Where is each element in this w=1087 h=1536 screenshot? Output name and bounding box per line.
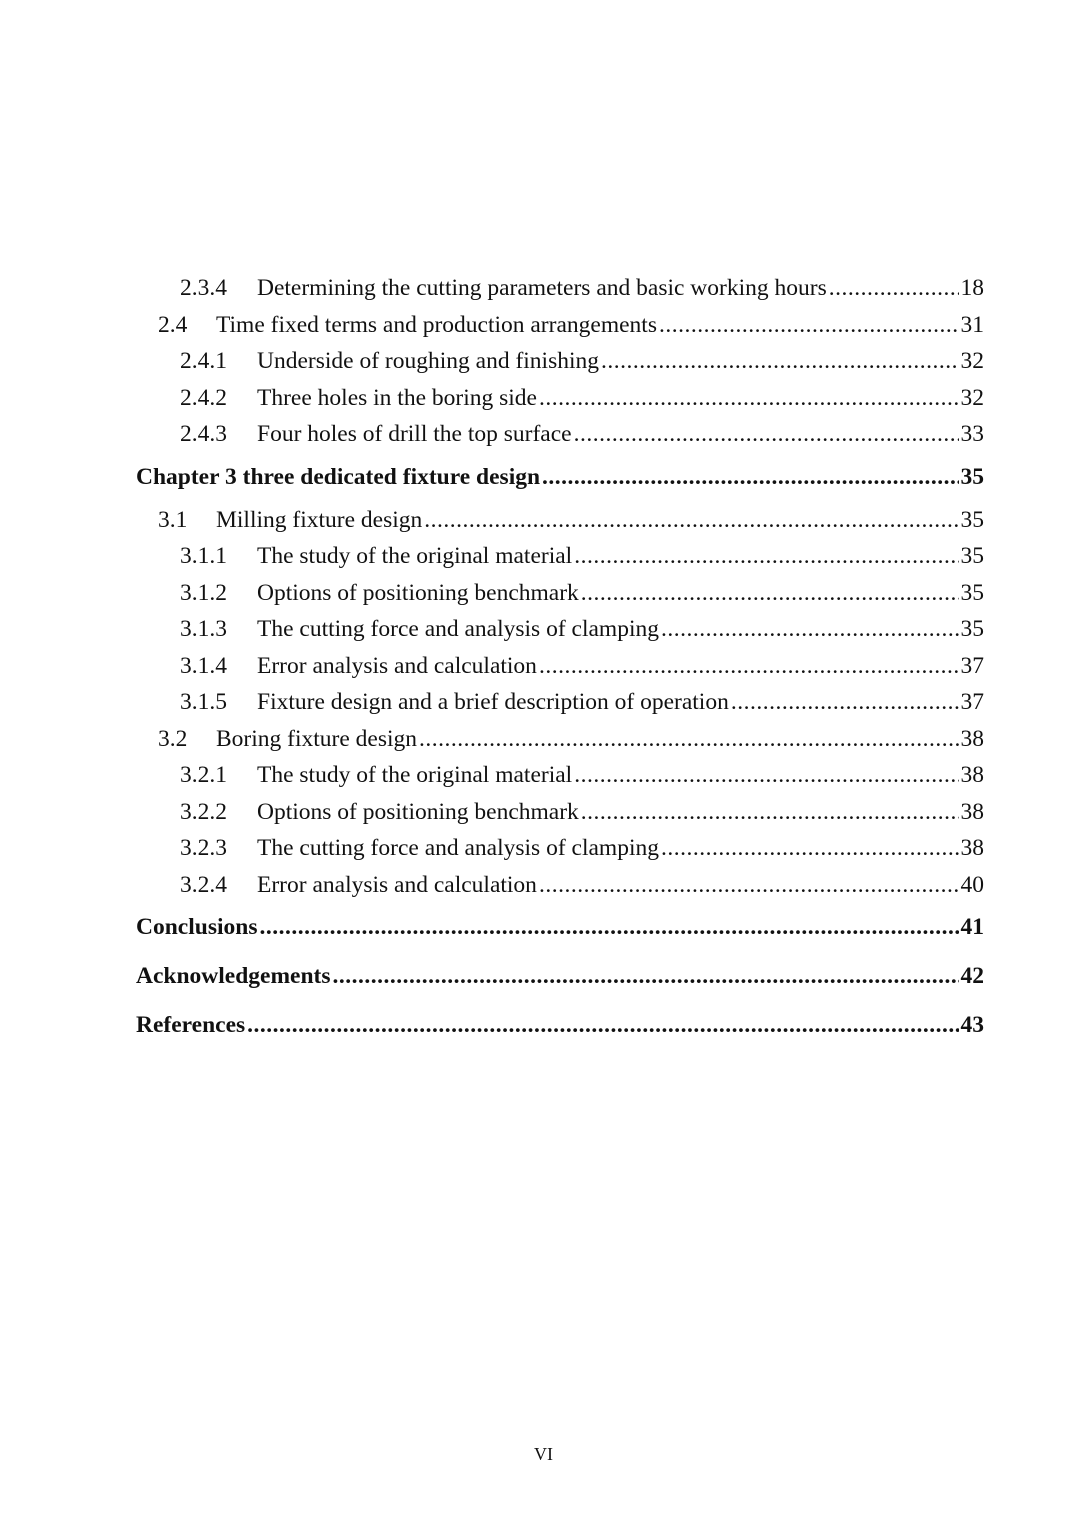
toc-entry-page: 35 xyxy=(960,543,984,569)
toc-entry-title: Fixture design and a brief description of operation xyxy=(257,689,729,715)
toc-entry-page: 35 xyxy=(960,463,984,490)
toc-entry-title: The cutting force and analysis of clamping xyxy=(257,835,659,861)
toc-dot-leader xyxy=(539,648,959,685)
toc-entry[interactable] xyxy=(136,794,984,831)
toc-entry-number: 3.1.1 xyxy=(180,543,227,569)
toc-entry-number: 3.1.2 xyxy=(180,579,227,606)
toc-entry-title: Options of positioning benchmark xyxy=(257,579,579,606)
toc-entry-number: 2.4.2 xyxy=(180,384,227,411)
toc-dot-leader xyxy=(539,867,959,904)
toc-entry-number: 3.1 xyxy=(158,506,188,533)
toc-entry-title: Underside of roughing and finishing xyxy=(257,348,600,374)
toc-entry-title: Options of positioning benchmark xyxy=(257,798,579,825)
toc-entry-page: 18 xyxy=(960,275,984,301)
toc-dot-leader xyxy=(424,502,958,539)
toc-entry-title: Error analysis and calculation xyxy=(257,652,537,679)
toc-entry-title: Chapter 3 three dedicated fixture design xyxy=(136,463,541,490)
toc-entry[interactable] xyxy=(136,380,984,417)
toc-dot-leader xyxy=(539,380,959,417)
toc-entry-title: The study of the original material xyxy=(257,543,573,569)
toc-entry[interactable] xyxy=(136,575,984,612)
toc-dot-leader xyxy=(574,416,959,453)
toc-entry-title: The study of the original material xyxy=(257,762,573,788)
toc-entry-title: The cutting force and analysis of clamping xyxy=(257,616,659,642)
toc-dot-leader xyxy=(661,611,959,648)
toc-entry-page: 40 xyxy=(960,871,984,898)
toc-entry[interactable] xyxy=(136,453,984,502)
toc-entry-page: 38 xyxy=(960,835,984,861)
toc-entry[interactable] xyxy=(136,903,984,952)
toc-entry[interactable] xyxy=(136,1001,984,1050)
toc-entry-page: 33 xyxy=(960,421,984,447)
toc-entry-title: Three holes in the boring side xyxy=(257,384,537,411)
toc-dot-leader xyxy=(661,830,959,867)
toc-entry-number: 2.4 xyxy=(158,311,188,338)
toc-entry-number: 2.3.4 xyxy=(180,275,227,301)
toc-entry-page: 37 xyxy=(960,652,984,679)
toc-entry-page: 41 xyxy=(960,914,984,940)
toc-entry-title: References xyxy=(136,1012,246,1038)
toc-entry-page: 42 xyxy=(960,963,984,989)
toc-dot-leader xyxy=(574,757,958,794)
toc-entry-page: 38 xyxy=(960,725,984,752)
toc-entry-number: 3.1.3 xyxy=(180,616,227,642)
toc-entry-title: Conclusions xyxy=(136,914,258,940)
toc-entry-number: 2.4.3 xyxy=(180,421,227,447)
toc-entry-number: 3.2.4 xyxy=(180,871,227,898)
toc-dot-leader xyxy=(659,307,959,344)
toc-dot-leader xyxy=(259,903,958,952)
toc-entry-page: 38 xyxy=(960,798,984,825)
toc-entry[interactable] xyxy=(136,867,984,904)
table-of-contents xyxy=(136,270,984,1050)
toc-entry-title: Four holes of drill the top surface xyxy=(257,421,572,447)
toc-entry-page: 38 xyxy=(960,762,984,788)
toc-dot-leader xyxy=(581,794,959,831)
toc-entry-title: Milling fixture design xyxy=(216,506,423,533)
toc-entry-page: 35 xyxy=(960,506,984,533)
toc-dot-leader xyxy=(829,270,959,307)
toc-entry-number: 3.2.3 xyxy=(180,835,227,861)
toc-entry-title: Determining the cutting parameters and basic working hours xyxy=(257,275,827,301)
toc-entry-page: 35 xyxy=(960,616,984,642)
toc-dot-leader xyxy=(333,952,959,1001)
toc-entry-page: 37 xyxy=(960,689,984,715)
toc-entry-page: 31 xyxy=(960,311,984,338)
toc-dot-leader xyxy=(731,684,959,721)
toc-entry[interactable] xyxy=(136,270,984,307)
toc-dot-leader xyxy=(601,343,958,380)
toc-entry-number: 3.2.2 xyxy=(180,798,227,825)
toc-entry-page: 43 xyxy=(960,1012,984,1038)
toc-entry-number: 3.1.4 xyxy=(180,652,227,679)
toc-dot-leader xyxy=(247,1001,958,1050)
toc-entry[interactable] xyxy=(136,538,984,575)
toc-entry-page: 32 xyxy=(960,384,984,411)
toc-entry[interactable] xyxy=(136,684,984,721)
toc-entry[interactable] xyxy=(136,721,984,758)
toc-entry-page: 35 xyxy=(960,579,984,606)
toc-dot-leader xyxy=(574,538,958,575)
toc-entry-number: 3.2.1 xyxy=(180,762,227,788)
toc-entry-title: Boring fixture design xyxy=(216,725,418,752)
toc-entry[interactable] xyxy=(136,343,984,380)
toc-entry[interactable] xyxy=(136,952,984,1001)
toc-entry[interactable] xyxy=(136,307,984,344)
toc-dot-leader xyxy=(419,721,958,758)
toc-entry-number: 3.2 xyxy=(158,725,188,752)
toc-entry-number: 3.1.5 xyxy=(180,689,227,715)
toc-dot-leader xyxy=(542,453,958,502)
toc-entry[interactable] xyxy=(136,611,984,648)
toc-entry[interactable] xyxy=(136,830,984,867)
toc-entry-number: 2.4.1 xyxy=(180,348,227,374)
toc-entry-page: 32 xyxy=(960,348,984,374)
toc-entry[interactable] xyxy=(136,648,984,685)
toc-entry[interactable] xyxy=(136,502,984,539)
toc-entry[interactable] xyxy=(136,416,984,453)
toc-dot-leader xyxy=(581,575,959,612)
toc-entry[interactable] xyxy=(136,757,984,794)
toc-entry-title: Error analysis and calculation xyxy=(257,871,537,898)
page-number-footer: VI xyxy=(534,1444,553,1464)
toc-entry-title: Acknowledgements xyxy=(136,963,331,989)
toc-entry-title: Time fixed terms and production arrangements xyxy=(216,311,657,338)
